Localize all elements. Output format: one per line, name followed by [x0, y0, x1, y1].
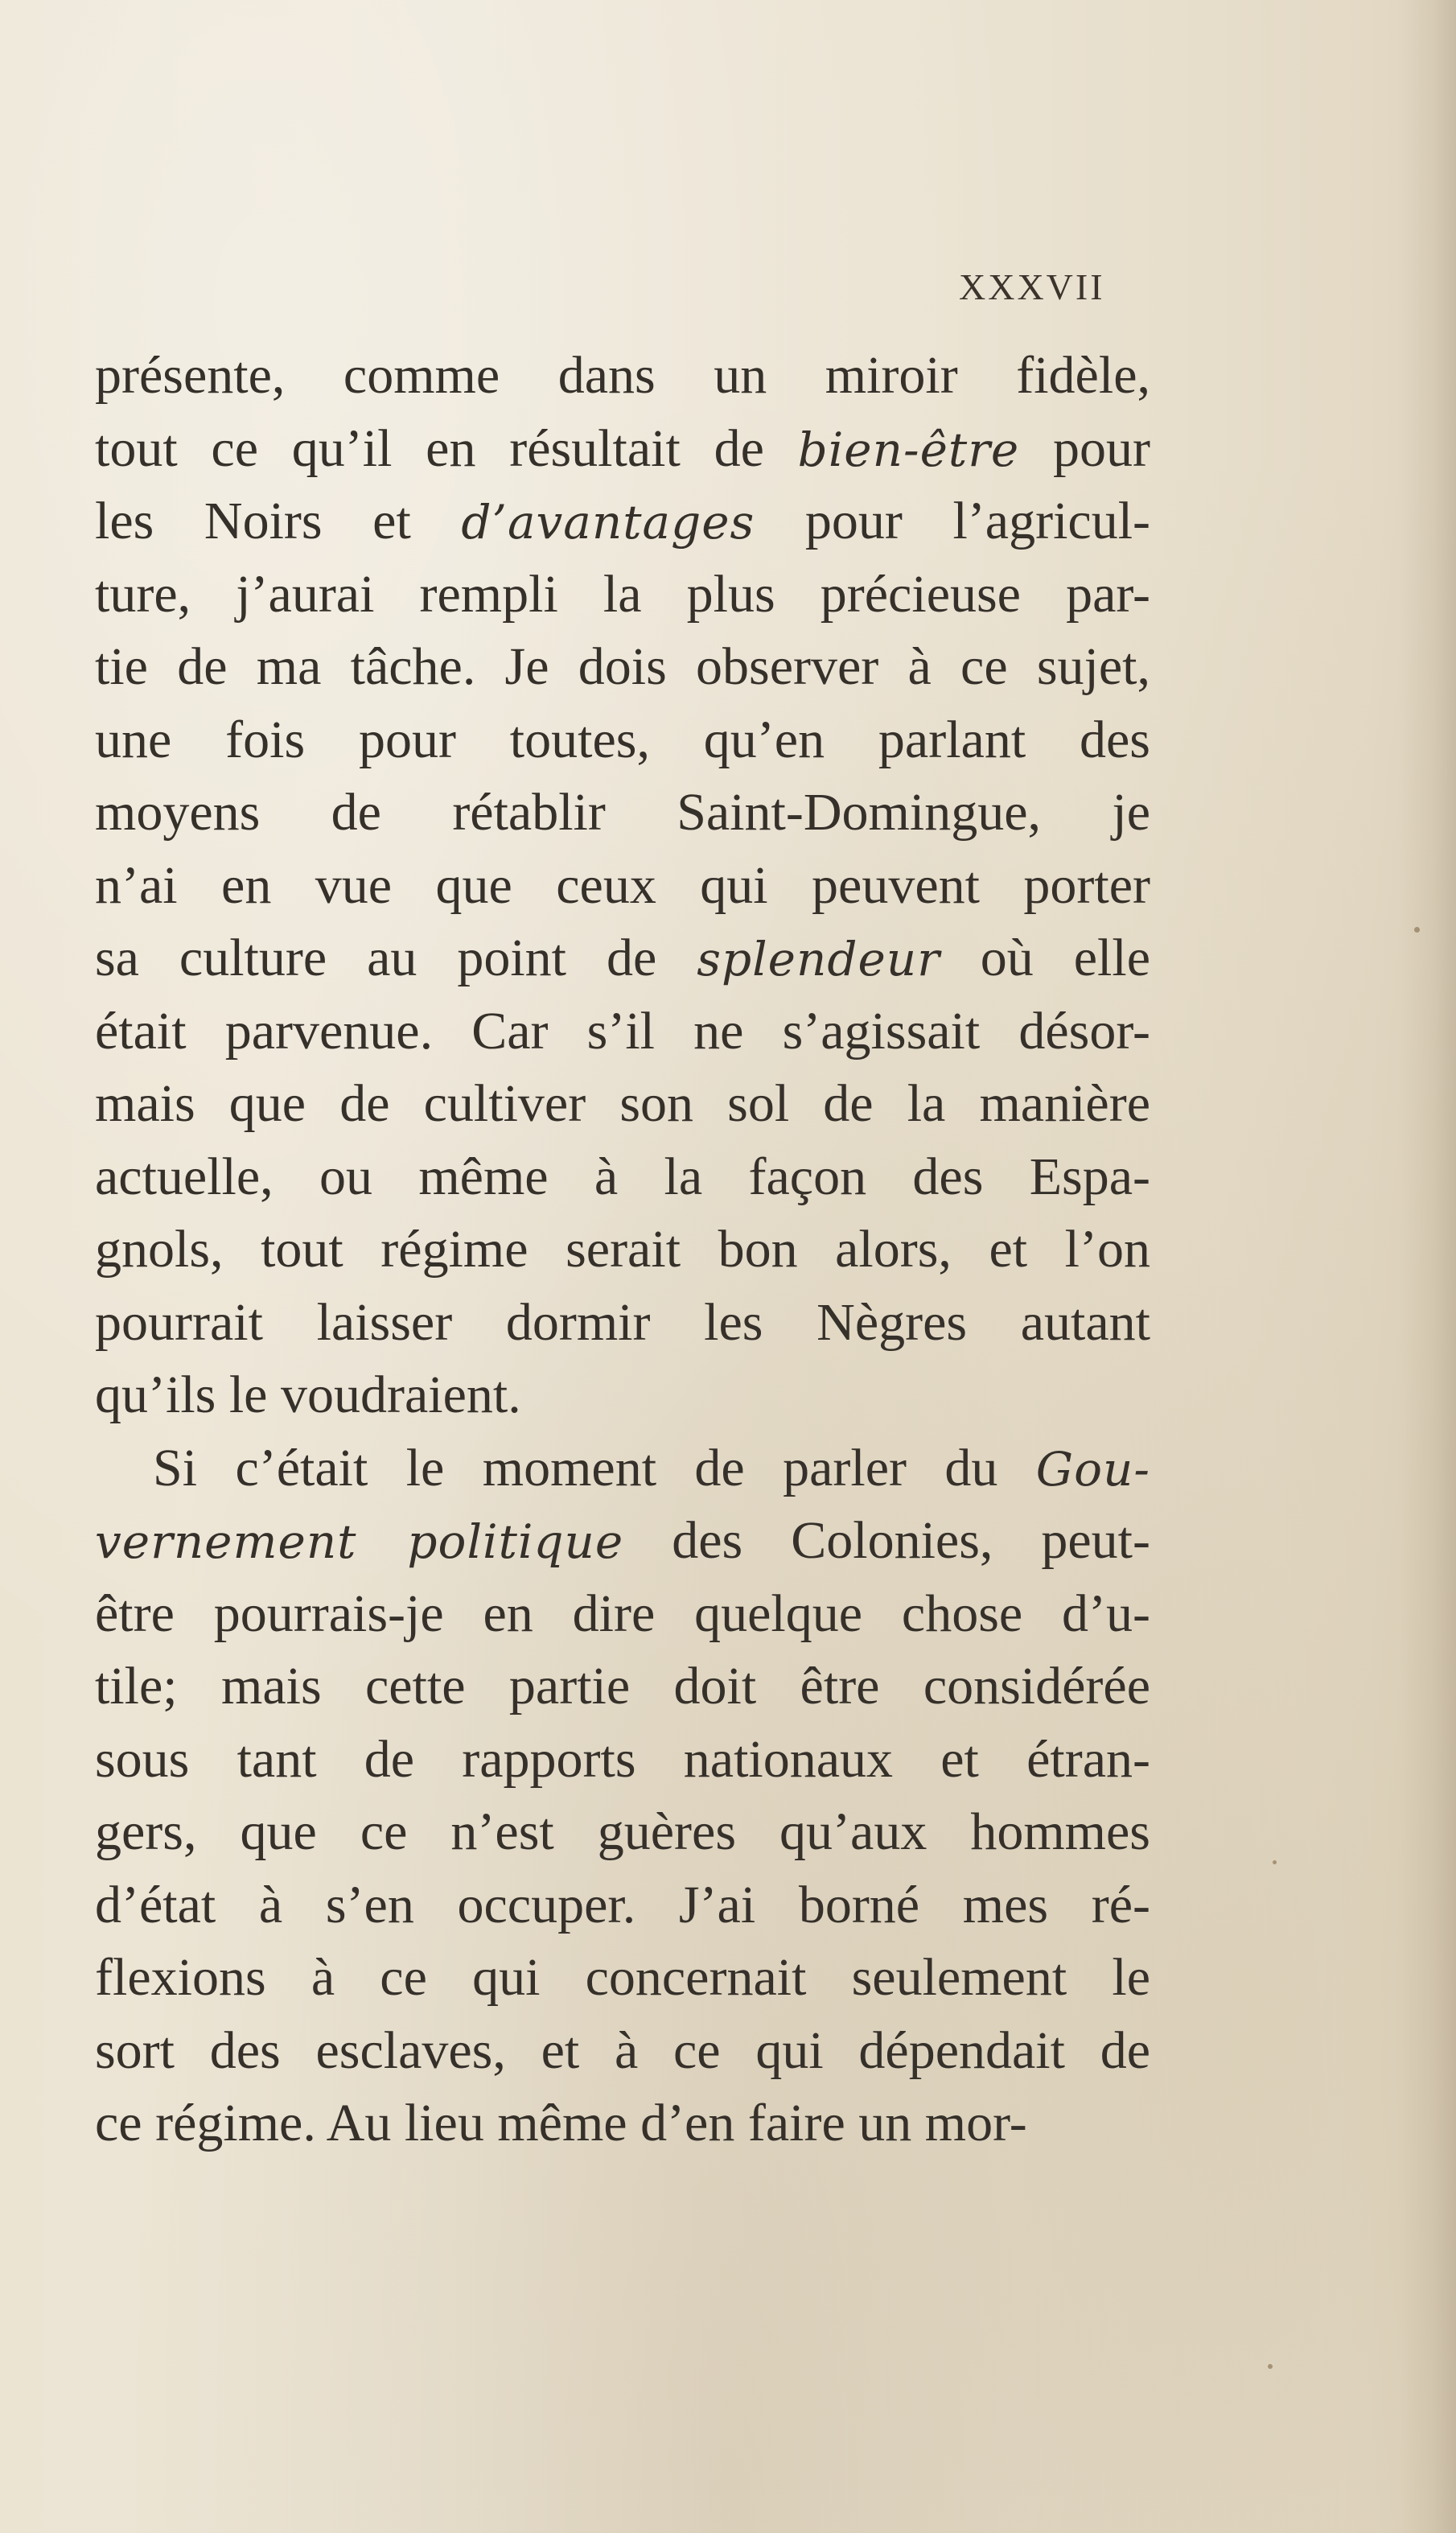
text-line	[95, 1141, 1150, 1214]
text-run: n’ai en vue que ceux qui peuvent porter	[95, 855, 1150, 915]
italic-phrase: vernement politique	[95, 1514, 624, 1569]
text-line	[95, 485, 1150, 558]
text-run: les Noirs et	[95, 492, 462, 550]
text-line	[95, 1287, 1150, 1360]
text-line	[95, 704, 1150, 777]
text-line	[95, 1724, 1150, 1797]
text-run: actuelle, ou même à la façon des Espa-	[95, 1147, 1150, 1206]
text-line	[95, 1650, 1150, 1724]
text-line	[95, 1869, 1150, 1942]
text-run: ce régime. Au lieu même d’en faire un mor-	[95, 2094, 1027, 2152]
text-run: gers, que ce n’est guères qu’aux hommes	[95, 1802, 1150, 1861]
paragraph-2	[95, 1432, 1150, 2160]
page-folio-number: XXXVII	[959, 266, 1105, 307]
foxing-spot	[1268, 2364, 1273, 2369]
text-run: mais que de cultiver son sol de la manière	[95, 1074, 1150, 1133]
text-run: tie de ma tâche. Je dois observer à ce sujet,	[95, 637, 1150, 696]
text-line	[95, 1213, 1150, 1287]
text-run: pour l’agricul-	[755, 492, 1151, 550]
italic-phrase: bien-être	[797, 422, 1020, 477]
text-run: ture, j’aurai rempli la plus précieuse par-	[95, 564, 1150, 624]
text-run: qu’ils le voudraient.	[95, 1365, 521, 1424]
text-run: sous tant de rapports nationaux et étran-	[95, 1729, 1150, 1789]
text-line	[95, 2015, 1150, 2088]
text-run: tout ce qu’il en résultait de	[95, 418, 798, 478]
text-line	[95, 1432, 1150, 1505]
body-text	[95, 340, 1150, 2160]
text-run: des Colonies, peut-	[623, 1511, 1150, 1570]
text-line	[95, 1068, 1150, 1141]
text-line	[95, 850, 1150, 923]
paragraph-1	[95, 340, 1150, 1432]
text-run: moyens de rétablir Saint-Domingue, je	[95, 783, 1150, 842]
text-run: d’état à s’en occuper. J’ai borné mes ré-	[95, 1875, 1150, 1934]
text-run: Si c’était le moment de parler du	[153, 1438, 1036, 1497]
italic-phrase: Gou-	[1035, 1441, 1150, 1497]
text-line	[95, 558, 1150, 632]
italic-phrase: d’avantages	[461, 495, 755, 550]
text-run: était parvenue. Car s’il ne s’agissait désor-	[95, 1001, 1150, 1061]
foxing-spot	[1414, 927, 1420, 933]
text-run: une fois pour toutes, qu’en parlant des	[95, 710, 1150, 769]
italic-phrase: splendeur	[697, 932, 940, 986]
text-line	[95, 1796, 1150, 1869]
text-line	[95, 631, 1150, 704]
text-run: pourrait laisser dormir les Nègres autant	[95, 1292, 1150, 1352]
text-line	[95, 2087, 1150, 2160]
text-line	[95, 413, 1150, 486]
text-run: où elle	[940, 929, 1151, 987]
text-line	[95, 1505, 1150, 1578]
text-run: présente, comme dans un miroir fidèle,	[95, 346, 1150, 405]
text-run: pour	[1019, 418, 1150, 478]
text-run: sort des esclaves, et à ce qui dépendait de	[95, 2020, 1150, 2080]
text-run: être pourrais-je en dire quelque chose d’u-	[95, 1584, 1150, 1643]
text-line	[95, 922, 1150, 995]
text-line	[95, 776, 1150, 850]
text-run: flexions à ce qui concernait seulement le	[95, 1948, 1150, 2007]
text-line	[95, 1359, 1150, 1432]
text-run: tile; mais cette partie doit être considérée	[95, 1657, 1150, 1715]
foxing-spot	[1273, 1860, 1277, 1864]
text-run: gnols, tout régime serait bon alors, et l’on	[95, 1220, 1150, 1279]
text-line	[95, 1942, 1150, 2015]
text-line	[95, 995, 1150, 1069]
text-line	[95, 340, 1150, 413]
text-run: sa culture au point de	[95, 929, 697, 987]
text-line	[95, 1578, 1150, 1651]
page-edge-shadow	[1400, 0, 1456, 2533]
